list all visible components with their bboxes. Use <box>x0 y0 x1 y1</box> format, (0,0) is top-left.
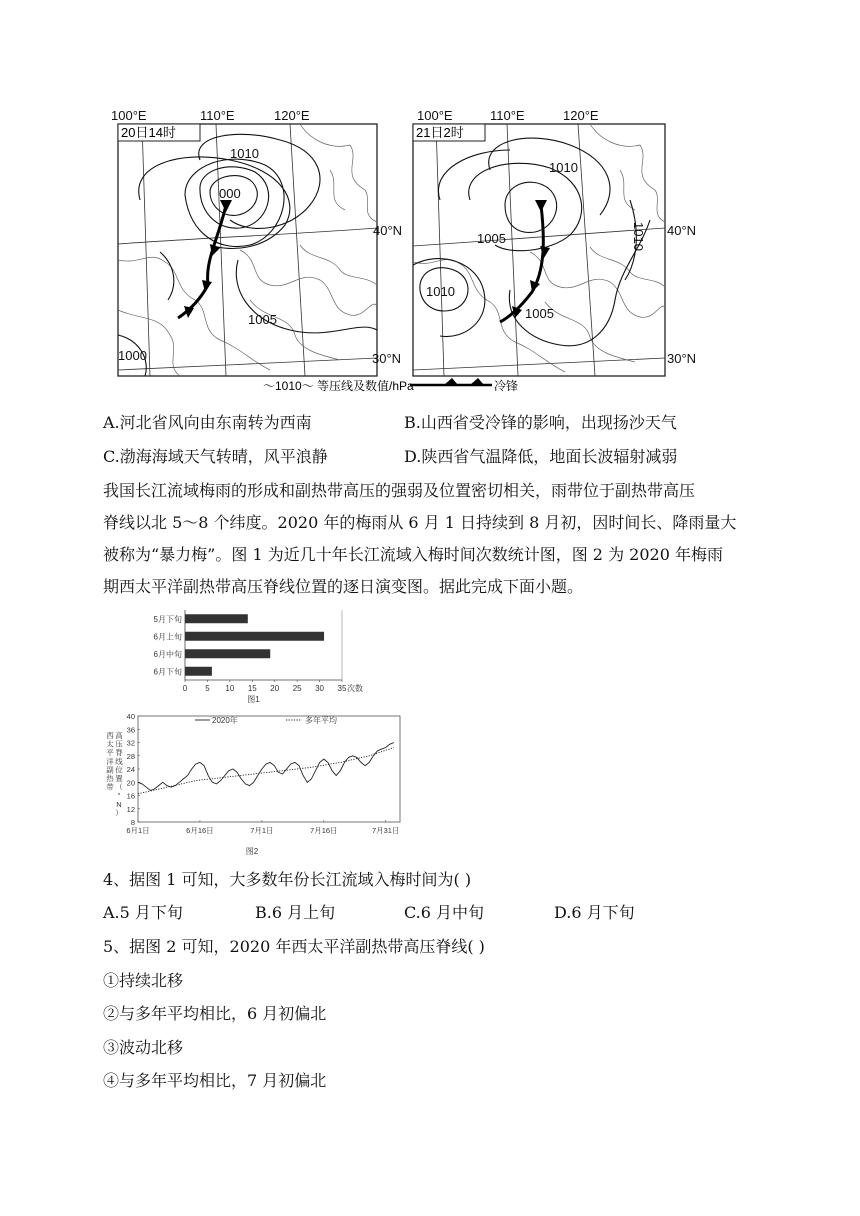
x-axis-label: 次数 <box>347 684 363 693</box>
y-axis-label-char: 带 <box>106 782 114 792</box>
series-line-1 <box>138 743 394 791</box>
map1-time-label: 20日14时 <box>121 125 176 140</box>
y-axis-label-char: 位 <box>115 765 123 775</box>
category-label: 6月上旬 <box>153 632 182 642</box>
y-tick-label: 32 <box>126 738 135 748</box>
y-tick-label: 24 <box>126 765 135 774</box>
category-label: 6月中旬 <box>153 649 182 659</box>
y-axis-label-char: 热 <box>106 774 114 783</box>
map2-lon-label-1: 110°E <box>490 108 525 123</box>
map1-frame <box>118 124 377 376</box>
passage-line-3: 被称为“暴力梅”。图 1 为近几十年长江流域入梅时间次数统计图，图 2 为 2020 年梅雨 <box>103 545 723 564</box>
x-tick-label: 7月1日 <box>250 826 274 835</box>
chart-title: 图1 <box>247 695 260 704</box>
map1-isobar-label-0: 1010 <box>230 146 259 161</box>
figure2-line-chart <box>100 708 410 860</box>
map1-lon-label-1: 110°E <box>200 108 235 123</box>
y-axis-label-char: 西 <box>106 731 114 740</box>
y-axis-label-char: 平 <box>106 748 114 758</box>
x-tick-label: 30 <box>315 684 325 693</box>
x-tick-label: 20 <box>270 684 280 693</box>
y-axis-label-char: 线 <box>115 756 123 766</box>
plot-frame <box>138 716 400 822</box>
passage <box>103 475 758 603</box>
map2-time-label: 21日2时 <box>416 125 464 140</box>
x-tick-label: 0 <box>182 684 188 693</box>
map1-lat-label-1: 30°N <box>372 351 402 366</box>
y-tick-label: 40 <box>126 712 135 721</box>
map1-lon-label-2: 120°E <box>274 108 310 123</box>
legend-label-2020: 2020年 <box>212 716 238 725</box>
y-axis-label-char: 脊 <box>115 748 123 758</box>
x-tick-label: 10 <box>225 684 235 693</box>
y-axis-label-char: N <box>116 799 122 809</box>
bar <box>185 649 270 658</box>
question-4-option-b[interactable]: B.6 月上旬 <box>255 903 336 922</box>
question-5-statement-1: ①持续北移 <box>103 971 184 990</box>
y-axis-label-char: 太 <box>106 739 114 749</box>
passage-line-4: 期西太平洋副热带高压脊线位置的逐日演变图。据此完成下面小题。 <box>103 577 584 596</box>
y-axis-label-char: 洋 <box>106 756 114 766</box>
map2-isobar-label-4: 1010 <box>631 222 646 251</box>
y-axis-label-char: 高 <box>115 731 123 740</box>
question-5-stem: 5、据图 2 可知，2020 年西太平洋副热带高压脊线( ) <box>103 937 485 956</box>
cold-front-legend-symbol <box>410 378 492 385</box>
x-tick-label: 35 <box>337 684 347 693</box>
question-4-stem: 4、据图 1 可知，大多数年份长江流域入梅时间为( ) <box>103 870 472 889</box>
figure1-bar-chart <box>130 606 390 711</box>
map2-isobar-label-3: 1005 <box>525 306 554 321</box>
x-tick-label: 6月16日 <box>186 826 214 835</box>
option-a[interactable]: A.河北省风向由东南转为西南 <box>103 413 312 432</box>
bar <box>185 632 324 641</box>
map1-isobar-label-2: 1005 <box>248 312 277 327</box>
x-tick-label: 6月1日 <box>126 826 150 835</box>
map1-isobar-label-1: 000 <box>219 186 241 201</box>
map2-isobar-label-0: 1010 <box>549 160 578 175</box>
bar <box>185 667 212 676</box>
option-d[interactable]: D.陕西省气温降低，地面长波辐射减弱 <box>404 447 678 466</box>
isobar-legend-label: ～1010～ 等压线及数值/hPa <box>263 379 414 393</box>
question-5-statement-2: ②与多年平均相比，6 月初偏北 <box>103 1004 327 1023</box>
map2-lon-label-2: 120°E <box>563 108 599 123</box>
map2-lon-label-0: 100°E <box>417 108 453 123</box>
chart-title: 图2 <box>245 847 259 856</box>
y-axis-label-char: ） <box>115 808 123 818</box>
map2-lat-label-0: 40°N <box>667 223 697 238</box>
y-axis-label-char: 压 <box>115 739 123 749</box>
y-axis-label-char: 副 <box>106 765 114 775</box>
map2-isobar-label-2: 1010 <box>426 284 455 299</box>
weather-maps-figure <box>108 104 697 396</box>
category-label: 6月下旬 <box>153 667 182 677</box>
x-tick-label: 15 <box>247 684 257 693</box>
bar <box>185 614 248 623</box>
y-tick-label: 16 <box>126 791 135 801</box>
y-tick-label: 20 <box>126 778 135 788</box>
category-label: 5月下旬 <box>153 614 182 624</box>
y-axis-label-char: （ <box>115 782 123 792</box>
map2-isobar-label-1: 1005 <box>477 231 506 246</box>
map2-lat-label-1: 30°N <box>667 351 697 366</box>
y-tick-label: 12 <box>126 804 135 814</box>
y-axis-label-char: ° <box>117 791 121 801</box>
y-tick-label: 8 <box>130 818 135 827</box>
passage-line-2: 脊线以北 5～8 个纬度。2020 年的梅雨从 6 月 1 日持续到 8 月初，因时间长、降雨量大 <box>103 513 737 532</box>
y-axis-label-char: 置 <box>115 774 123 783</box>
map1-lat-label-0: 40°N <box>373 223 403 238</box>
legend-label-average: 多年平均 <box>305 716 337 725</box>
option-c[interactable]: C.渤海海域天气转晴，风平浪静 <box>103 447 328 466</box>
passage-line-1: 我国长江流域梅雨的形成和副热带高压的强弱及位置密切相关，雨带位于副热带高压 <box>103 481 696 500</box>
map1-lon-label-0: 100°E <box>111 108 147 123</box>
map1-isobar-label-3: 1000 <box>118 348 147 363</box>
cold-front-legend-label: 冷锋 <box>494 379 519 393</box>
y-tick-label: 28 <box>126 751 135 761</box>
question-5-statement-3: ③波动北移 <box>103 1038 184 1057</box>
x-tick-label: 7月16日 <box>310 826 338 835</box>
x-tick-label: 7月31日 <box>371 826 400 835</box>
x-tick-label: 5 <box>205 684 210 693</box>
option-b[interactable]: B.山西省受冷锋的影响，出现扬沙天气 <box>404 413 677 432</box>
question-5-statement-4: ④与多年平均相比，7 月初偏北 <box>103 1071 327 1090</box>
series-line-2 <box>138 748 394 794</box>
question-4-option-a[interactable]: A.5 月下旬 <box>103 903 183 922</box>
question-4-option-d[interactable]: D.6 月下旬 <box>554 903 635 922</box>
question-4-option-c[interactable]: C.6 月中旬 <box>404 903 485 922</box>
x-tick-label: 25 <box>292 684 302 693</box>
y-tick-label: 36 <box>126 725 135 735</box>
